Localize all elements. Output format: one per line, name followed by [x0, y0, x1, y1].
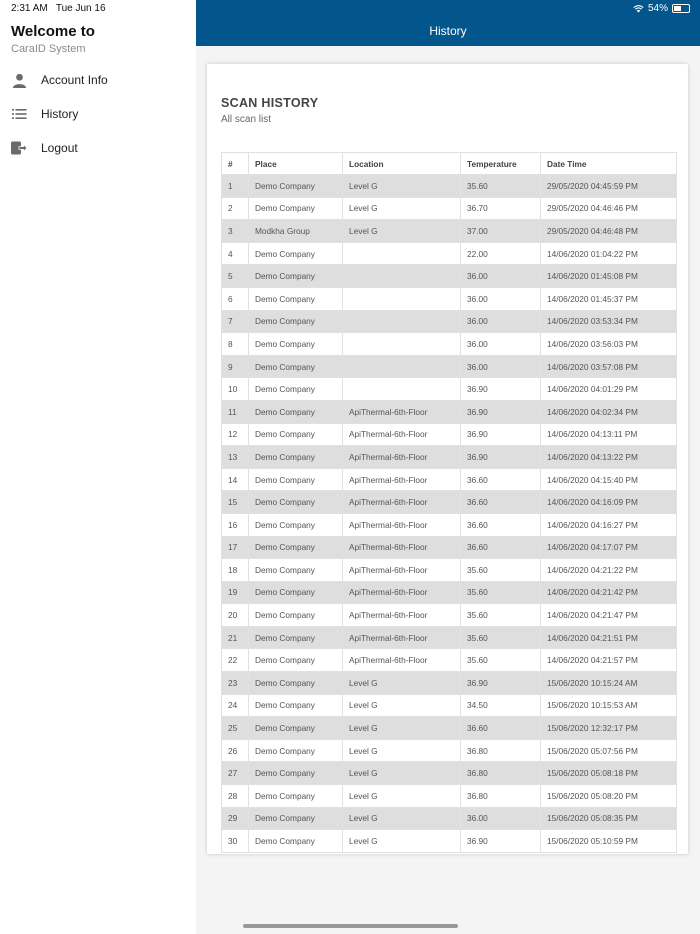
cell-location: ApiThermal-6th-Floor: [343, 468, 461, 491]
cell-number: 3: [222, 220, 249, 243]
cell-temperature: 36.00: [461, 333, 541, 356]
cell-location: [343, 378, 461, 401]
home-indicator[interactable]: [243, 924, 458, 928]
cell-number: 21: [222, 626, 249, 649]
sidebar-item-history[interactable]: [0, 99, 196, 129]
cell-date-time: 15/06/2020 05:07:56 PM: [541, 739, 677, 762]
cell-place: Demo Company: [249, 581, 343, 604]
cell-place: Demo Company: [249, 265, 343, 288]
table-row[interactable]: [222, 220, 677, 243]
system-name: CaraID System: [11, 43, 86, 55]
cell-temperature: 36.60: [461, 468, 541, 491]
cell-place: Demo Company: [249, 694, 343, 717]
cell-location: ApiThermal-6th-Floor: [343, 604, 461, 627]
cell-number: 20: [222, 604, 249, 627]
table-row[interactable]: [222, 536, 677, 559]
cell-number: 8: [222, 333, 249, 356]
cell-place: Demo Company: [249, 762, 343, 785]
table-row[interactable]: [222, 468, 677, 491]
cell-location: ApiThermal-6th-Floor: [343, 649, 461, 672]
cell-date-time: 15/06/2020 05:08:35 PM: [541, 807, 677, 830]
table-body: [222, 175, 677, 853]
cell-location: Level G: [343, 694, 461, 717]
column-header-location: Location: [343, 153, 461, 175]
cell-place: Demo Company: [249, 287, 343, 310]
cell-location: ApiThermal-6th-Floor: [343, 491, 461, 514]
person-icon: [11, 72, 27, 88]
cell-number: 9: [222, 355, 249, 378]
cell-place: Demo Company: [249, 423, 343, 446]
table-row[interactable]: [222, 649, 677, 672]
welcome-title: Welcome to: [11, 23, 95, 40]
cell-date-time: 14/06/2020 04:16:09 PM: [541, 491, 677, 514]
cell-temperature: 36.90: [461, 400, 541, 423]
table-row[interactable]: [222, 739, 677, 762]
cell-location: ApiThermal-6th-Floor: [343, 400, 461, 423]
cell-number: 19: [222, 581, 249, 604]
cell-place: Demo Company: [249, 604, 343, 627]
table-row[interactable]: [222, 830, 677, 853]
battery-percent: 54%: [647, 3, 668, 14]
cell-place: Demo Company: [249, 310, 343, 333]
table-row[interactable]: [222, 491, 677, 514]
cell-temperature: 36.00: [461, 807, 541, 830]
cell-place: Demo Company: [249, 513, 343, 536]
sidebar-item-logout[interactable]: [0, 133, 196, 163]
list-icon: [11, 106, 27, 122]
cell-location: [343, 333, 461, 356]
table-row[interactable]: [222, 287, 677, 310]
cell-location: Level G: [343, 785, 461, 808]
cell-date-time: 15/06/2020 05:08:20 PM: [541, 785, 677, 808]
cell-location: [343, 242, 461, 265]
cell-temperature: 36.60: [461, 491, 541, 514]
cell-location: ApiThermal-6th-Floor: [343, 536, 461, 559]
cell-number: 22: [222, 649, 249, 672]
cell-number: 16: [222, 513, 249, 536]
sidebar: [0, 0, 196, 934]
table-row[interactable]: [222, 581, 677, 604]
cell-location: Level G: [343, 175, 461, 198]
cell-temperature: 36.00: [461, 310, 541, 333]
cell-place: Demo Company: [249, 378, 343, 401]
cell-place: Demo Company: [249, 807, 343, 830]
cell-temperature: 36.80: [461, 762, 541, 785]
cell-date-time: 29/05/2020 04:46:48 PM: [541, 220, 677, 243]
card-title: SCAN HISTORY: [221, 96, 319, 110]
table-row[interactable]: [222, 626, 677, 649]
cell-date-time: 14/06/2020 03:53:34 PM: [541, 310, 677, 333]
cell-number: 6: [222, 287, 249, 310]
cell-date-time: 15/06/2020 12:32:17 PM: [541, 717, 677, 740]
page-title: History: [429, 24, 467, 38]
cell-number: 15: [222, 491, 249, 514]
cell-date-time: 14/06/2020 04:21:51 PM: [541, 626, 677, 649]
table-row[interactable]: [222, 807, 677, 830]
status-bar: [0, 0, 700, 17]
cell-location: [343, 287, 461, 310]
cell-place: Demo Company: [249, 446, 343, 469]
cell-temperature: 35.60: [461, 626, 541, 649]
cell-number: 25: [222, 717, 249, 740]
main-content: [196, 46, 700, 934]
cell-number: 24: [222, 694, 249, 717]
cell-location: [343, 310, 461, 333]
cell-number: 28: [222, 785, 249, 808]
cell-date-time: 14/06/2020 04:01:29 PM: [541, 378, 677, 401]
cell-location: Level G: [343, 717, 461, 740]
cell-date-time: 14/06/2020 04:13:11 PM: [541, 423, 677, 446]
cell-place: Demo Company: [249, 649, 343, 672]
cell-place: Demo Company: [249, 559, 343, 582]
cell-number: 4: [222, 242, 249, 265]
cell-temperature: 36.90: [461, 830, 541, 853]
cell-date-time: 14/06/2020 04:21:47 PM: [541, 604, 677, 627]
cell-temperature: 36.00: [461, 355, 541, 378]
cell-number: 7: [222, 310, 249, 333]
cell-location: ApiThermal-6th-Floor: [343, 446, 461, 469]
cell-location: Level G: [343, 807, 461, 830]
cell-temperature: 34.50: [461, 694, 541, 717]
cell-temperature: 35.60: [461, 559, 541, 582]
table-row[interactable]: [222, 197, 677, 220]
cell-date-time: 14/06/2020 04:21:22 PM: [541, 559, 677, 582]
table-row[interactable]: [222, 355, 677, 378]
cell-place: Demo Company: [249, 355, 343, 378]
cell-number: 27: [222, 762, 249, 785]
cell-date-time: 14/06/2020 01:45:08 PM: [541, 265, 677, 288]
cell-date-time: 29/05/2020 04:46:46 PM: [541, 197, 677, 220]
table-row[interactable]: [222, 175, 677, 198]
cell-date-time: 14/06/2020 04:21:42 PM: [541, 581, 677, 604]
card-subtitle: All scan list: [221, 114, 272, 125]
column-header-number: #: [222, 153, 249, 175]
cell-temperature: 36.90: [461, 672, 541, 695]
cell-temperature: 36.90: [461, 423, 541, 446]
table-row[interactable]: [222, 785, 677, 808]
cell-place: Demo Company: [249, 672, 343, 695]
table-row[interactable]: [222, 672, 677, 695]
cell-number: 29: [222, 807, 249, 830]
cell-place: Demo Company: [249, 785, 343, 808]
cell-place: Demo Company: [249, 333, 343, 356]
cell-temperature: 22.00: [461, 242, 541, 265]
cell-place: Modkha Group: [249, 220, 343, 243]
battery-icon: [672, 4, 690, 13]
cell-place: Demo Company: [249, 400, 343, 423]
cell-temperature: 36.60: [461, 717, 541, 740]
cell-location: [343, 355, 461, 378]
column-header-place: Place: [249, 153, 343, 175]
sidebar-item-label: Logout: [41, 141, 78, 155]
table-row[interactable]: [222, 242, 677, 265]
cell-location: Level G: [343, 197, 461, 220]
cell-date-time: 15/06/2020 10:15:53 AM: [541, 694, 677, 717]
cell-number: 11: [222, 400, 249, 423]
cell-location: [343, 265, 461, 288]
cell-temperature: 36.60: [461, 513, 541, 536]
cell-date-time: 14/06/2020 01:04:22 PM: [541, 242, 677, 265]
cell-date-time: 15/06/2020 05:10:59 PM: [541, 830, 677, 853]
cell-place: Demo Company: [249, 830, 343, 853]
cell-number: 13: [222, 446, 249, 469]
table-row[interactable]: [222, 717, 677, 740]
cell-place: Demo Company: [249, 197, 343, 220]
cell-location: Level G: [343, 672, 461, 695]
cell-location: ApiThermal-6th-Floor: [343, 581, 461, 604]
table-row[interactable]: [222, 513, 677, 536]
cell-place: Demo Company: [249, 491, 343, 514]
table-header-row: [222, 153, 677, 175]
cell-place: Demo Company: [249, 242, 343, 265]
cell-place: Demo Company: [249, 739, 343, 762]
cell-place: Demo Company: [249, 175, 343, 198]
cell-date-time: 29/05/2020 04:45:59 PM: [541, 175, 677, 198]
table-row[interactable]: [222, 423, 677, 446]
table-row[interactable]: [222, 446, 677, 469]
cell-location: ApiThermal-6th-Floor: [343, 559, 461, 582]
cell-date-time: 14/06/2020 04:16:27 PM: [541, 513, 677, 536]
table-row[interactable]: [222, 378, 677, 401]
cell-date-time: 14/06/2020 04:17:07 PM: [541, 536, 677, 559]
cell-temperature: 35.60: [461, 604, 541, 627]
cell-place: Demo Company: [249, 626, 343, 649]
cell-location: Level G: [343, 830, 461, 853]
cell-location: Level G: [343, 220, 461, 243]
cell-temperature: 36.00: [461, 265, 541, 288]
scan-history-table: [221, 152, 677, 853]
cell-place: Demo Company: [249, 536, 343, 559]
table-row[interactable]: [222, 762, 677, 785]
cell-date-time: 14/06/2020 04:13:22 PM: [541, 446, 677, 469]
cell-location: ApiThermal-6th-Floor: [343, 513, 461, 536]
cell-date-time: 14/06/2020 01:45:37 PM: [541, 287, 677, 310]
cell-temperature: 35.60: [461, 649, 541, 672]
cell-temperature: 36.80: [461, 739, 541, 762]
cell-date-time: 15/06/2020 10:15:24 AM: [541, 672, 677, 695]
table-row[interactable]: [222, 559, 677, 582]
column-header-date-time: Date Time: [541, 153, 677, 175]
logout-icon: [11, 140, 27, 156]
sidebar-item-label: History: [41, 107, 79, 121]
cell-number: 12: [222, 423, 249, 446]
cell-temperature: 37.00: [461, 220, 541, 243]
cell-location: Level G: [343, 739, 461, 762]
cell-temperature: 36.90: [461, 446, 541, 469]
status-clock: 2:31 AM: [11, 3, 48, 14]
scan-history-card: [207, 64, 688, 854]
cell-number: 30: [222, 830, 249, 853]
cell-number: 10: [222, 378, 249, 401]
cell-number: 18: [222, 559, 249, 582]
cell-location: ApiThermal-6th-Floor: [343, 423, 461, 446]
sidebar-item-label: Account Info: [41, 73, 108, 87]
cell-location: ApiThermal-6th-Floor: [343, 626, 461, 649]
cell-location: Level G: [343, 762, 461, 785]
cell-number: 1: [222, 175, 249, 198]
cell-place: Demo Company: [249, 717, 343, 740]
cell-date-time: 14/06/2020 03:57:08 PM: [541, 355, 677, 378]
column-header-temperature: Temperature: [461, 153, 541, 175]
cell-temperature: 35.60: [461, 175, 541, 198]
cell-temperature: 36.70: [461, 197, 541, 220]
cell-number: 14: [222, 468, 249, 491]
cell-number: 5: [222, 265, 249, 288]
table-row[interactable]: [222, 400, 677, 423]
table-row[interactable]: [222, 333, 677, 356]
cell-number: 17: [222, 536, 249, 559]
cell-place: Demo Company: [249, 468, 343, 491]
table-row[interactable]: [222, 310, 677, 333]
cell-number: 23: [222, 672, 249, 695]
table-row[interactable]: [222, 604, 677, 627]
status-date: Tue Jun 16: [55, 3, 106, 14]
cell-date-time: 14/06/2020 04:02:34 PM: [541, 400, 677, 423]
sidebar-item-account-info[interactable]: [0, 65, 196, 95]
cell-date-time: 14/06/2020 04:15:40 PM: [541, 468, 677, 491]
cell-temperature: 36.60: [461, 536, 541, 559]
cell-number: 2: [222, 197, 249, 220]
cell-date-time: 15/06/2020 05:08:18 PM: [541, 762, 677, 785]
cell-date-time: 14/06/2020 03:56:03 PM: [541, 333, 677, 356]
table-row[interactable]: [222, 265, 677, 288]
cell-temperature: 36.80: [461, 785, 541, 808]
wifi-icon: [633, 5, 644, 13]
cell-date-time: 14/06/2020 04:21:57 PM: [541, 649, 677, 672]
table-row[interactable]: [222, 694, 677, 717]
cell-temperature: 36.90: [461, 378, 541, 401]
cell-temperature: 35.60: [461, 581, 541, 604]
status-time: [11, 3, 106, 14]
status-indicators: [633, 3, 690, 14]
cell-number: 26: [222, 739, 249, 762]
cell-temperature: 36.00: [461, 287, 541, 310]
